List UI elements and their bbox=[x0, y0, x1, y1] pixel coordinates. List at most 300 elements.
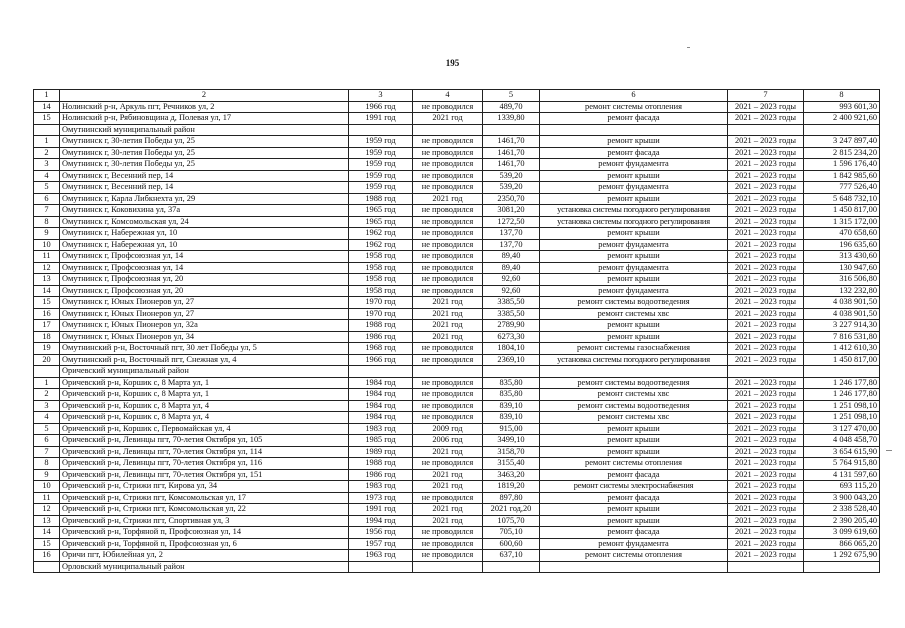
area-cell: 137,70 bbox=[483, 228, 540, 240]
period-cell: 2021 – 2023 годы bbox=[728, 504, 804, 516]
build-year-cell: 1965 год bbox=[349, 205, 413, 217]
build-year-cell: 1994 год bbox=[349, 515, 413, 527]
address-cell: Нолинский р-н, Рябиновщина д, Полевая ул, 17 bbox=[60, 113, 349, 125]
cost-cell: 4 038 901,50 bbox=[804, 297, 880, 309]
address-cell: Оричевский р-н, Левинцы пгт, 70-летия Октября ул, 116 bbox=[60, 458, 349, 470]
work-type-cell: установка системы погодного регулирования bbox=[540, 205, 728, 217]
period-cell: 2021 – 2023 годы bbox=[728, 216, 804, 228]
period-cell: 2021 – 2023 годы bbox=[728, 113, 804, 125]
empty-cell bbox=[413, 561, 483, 573]
address-cell: Оричевский р-н, Коршик с, 8 Марта ул, 4 bbox=[60, 400, 349, 412]
cost-cell: 4 048 458,70 bbox=[804, 435, 880, 447]
work-type-cell: установка системы погодного регулирования bbox=[540, 216, 728, 228]
empty-cell bbox=[540, 124, 728, 136]
build-year-cell: 1966 год bbox=[349, 354, 413, 366]
last-repair-cell: не проводился bbox=[413, 527, 483, 539]
row-number-cell: 20 bbox=[34, 354, 60, 366]
page-number: 195 bbox=[445, 58, 460, 68]
area-cell: 92,60 bbox=[483, 274, 540, 286]
row-number-cell: 18 bbox=[34, 331, 60, 343]
period-cell: 2021 – 2023 годы bbox=[728, 538, 804, 550]
last-repair-cell: не проводился bbox=[413, 458, 483, 470]
last-repair-cell: 2021 год bbox=[413, 504, 483, 516]
address-cell: Оричевский р-н, Коршик с, 8 Марта ул, 1 bbox=[60, 377, 349, 389]
work-type-cell: ремонт фундамента bbox=[540, 182, 728, 194]
address-cell: Омутнинск г, 30-летия Победы ул, 25 bbox=[60, 136, 349, 148]
period-cell: 2021 – 2023 годы bbox=[728, 308, 804, 320]
row-number-cell: 5 bbox=[34, 182, 60, 194]
last-repair-cell: 2021 год bbox=[413, 320, 483, 332]
work-type-cell: ремонт системы отопления bbox=[540, 458, 728, 470]
row-number-cell: 3 bbox=[34, 159, 60, 171]
work-type-cell: ремонт системы хвс bbox=[540, 389, 728, 401]
cost-cell: 5 764 915,80 bbox=[804, 458, 880, 470]
area-cell: 1461,70 bbox=[483, 159, 540, 171]
column-header: 4 bbox=[413, 90, 483, 102]
scan-mark bbox=[886, 450, 892, 451]
address-cell: Оричевский р-н, Торфяной п, Профсоюзная ул, 6 bbox=[60, 538, 349, 550]
table-row bbox=[34, 239, 880, 251]
table-row bbox=[34, 147, 880, 159]
cost-cell: 3 099 619,60 bbox=[804, 527, 880, 539]
build-year-cell: 1970 год bbox=[349, 297, 413, 309]
table-row bbox=[34, 308, 880, 320]
period-cell: 2021 – 2023 годы bbox=[728, 170, 804, 182]
row-number-cell: 17 bbox=[34, 320, 60, 332]
address-cell: Оричевский р-н, Левинцы пгт, 70-летия Октября ул, 151 bbox=[60, 469, 349, 481]
work-type-cell: ремонт крыши bbox=[540, 515, 728, 527]
area-cell: 539,20 bbox=[483, 182, 540, 194]
work-type-cell: ремонт фасада bbox=[540, 147, 728, 159]
area-cell: 3463,20 bbox=[483, 469, 540, 481]
last-repair-cell: не проводился bbox=[413, 228, 483, 240]
area-cell: 1461,70 bbox=[483, 147, 540, 159]
last-repair-cell: не проводился bbox=[413, 262, 483, 274]
area-cell: 2021 год,20 bbox=[483, 504, 540, 516]
last-repair-cell: 2009 год bbox=[413, 423, 483, 435]
cost-cell: 313 430,60 bbox=[804, 251, 880, 263]
empty-cell bbox=[540, 561, 728, 573]
address-cell: Омутнинск г, 30-летия Победы ул, 25 bbox=[60, 159, 349, 171]
row-number-cell: 2 bbox=[34, 389, 60, 401]
address-cell: Оричевский р-н, Коршик с, 8 Марта ул, 4 bbox=[60, 412, 349, 424]
area-cell: 600,60 bbox=[483, 538, 540, 550]
table-row bbox=[34, 331, 880, 343]
cost-cell: 4 038 901,50 bbox=[804, 308, 880, 320]
area-cell: 3385,50 bbox=[483, 297, 540, 309]
row-number-cell: 14 bbox=[34, 285, 60, 297]
last-repair-cell: не проводился bbox=[413, 251, 483, 263]
address-cell: Омутнинск г, Профсоюзная ул, 14 bbox=[60, 251, 349, 263]
build-year-cell: 1966 год bbox=[349, 101, 413, 113]
empty-cell bbox=[34, 366, 60, 378]
last-repair-cell: не проводился bbox=[413, 354, 483, 366]
work-type-cell: ремонт системы водоотведения bbox=[540, 297, 728, 309]
cost-cell: 1 412 610,30 bbox=[804, 343, 880, 355]
last-repair-cell: не проводился bbox=[413, 182, 483, 194]
period-cell: 2021 – 2023 годы bbox=[728, 458, 804, 470]
area-cell: 1804,10 bbox=[483, 343, 540, 355]
address-cell: Омутнинский р-н, Восточный пгт, Снежная ул, 4 bbox=[60, 354, 349, 366]
address-cell: Оричи пгт, Юбилейная ул, 2 bbox=[60, 550, 349, 562]
period-cell: 2021 – 2023 годы bbox=[728, 205, 804, 217]
cost-cell: 1 315 172,00 bbox=[804, 216, 880, 228]
address-cell: Омутнинск г, Коковихина ул, 37а bbox=[60, 205, 349, 217]
address-cell: Омутнинск г, Профсоюзная ул, 20 bbox=[60, 285, 349, 297]
area-cell: 839,10 bbox=[483, 412, 540, 424]
area-cell: 835,80 bbox=[483, 389, 540, 401]
area-cell: 539,20 bbox=[483, 170, 540, 182]
work-type-cell: ремонт крыши bbox=[540, 423, 728, 435]
period-cell: 2021 – 2023 годы bbox=[728, 550, 804, 562]
table-row bbox=[34, 262, 880, 274]
address-cell: Омутнинск г, Набережная ул, 10 bbox=[60, 228, 349, 240]
table-row bbox=[34, 481, 880, 493]
build-year-cell: 1991 год bbox=[349, 504, 413, 516]
empty-cell bbox=[804, 366, 880, 378]
section-row bbox=[34, 366, 880, 378]
cost-cell: 866 065,20 bbox=[804, 538, 880, 550]
period-cell: 2021 – 2023 годы bbox=[728, 343, 804, 355]
row-number-cell: 1 bbox=[34, 377, 60, 389]
work-type-cell: ремонт фасада bbox=[540, 469, 728, 481]
build-year-cell: 1958 год bbox=[349, 285, 413, 297]
build-year-cell: 1988 год bbox=[349, 193, 413, 205]
row-number-cell: 1 bbox=[34, 136, 60, 148]
cost-cell: 1 251 098,10 bbox=[804, 400, 880, 412]
work-type-cell: ремонт крыши bbox=[540, 136, 728, 148]
address-cell: Оричевский р-н, Торфяной п, Профсоюзная ул, 14 bbox=[60, 527, 349, 539]
build-year-cell: 1965 год bbox=[349, 216, 413, 228]
cost-cell: 3 654 615,90 bbox=[804, 446, 880, 458]
table-row bbox=[34, 435, 880, 447]
area-cell: 89,40 bbox=[483, 262, 540, 274]
column-header: 2 bbox=[60, 90, 349, 102]
period-cell: 2021 – 2023 годы bbox=[728, 228, 804, 240]
work-type-cell: ремонт фундамента bbox=[540, 285, 728, 297]
cost-cell: 1 251 098,10 bbox=[804, 412, 880, 424]
work-type-cell: ремонт крыши bbox=[540, 170, 728, 182]
last-repair-cell: 2021 год bbox=[413, 481, 483, 493]
address-cell: Оричевский р-н, Стрижи пгт, Комсомольская ул, 22 bbox=[60, 504, 349, 516]
last-repair-cell: 2021 год bbox=[413, 469, 483, 481]
table-row bbox=[34, 492, 880, 504]
row-number-cell: 11 bbox=[34, 251, 60, 263]
cost-cell: 1 292 675,90 bbox=[804, 550, 880, 562]
column-header: 3 bbox=[349, 90, 413, 102]
row-number-cell: 6 bbox=[34, 435, 60, 447]
build-year-cell: 1958 год bbox=[349, 274, 413, 286]
area-cell: 2789,90 bbox=[483, 320, 540, 332]
table-row bbox=[34, 550, 880, 562]
empty-cell bbox=[483, 366, 540, 378]
cost-cell: 3 247 897,40 bbox=[804, 136, 880, 148]
table-row bbox=[34, 343, 880, 355]
build-year-cell: 1984 год bbox=[349, 389, 413, 401]
work-type-cell: ремонт крыши bbox=[540, 251, 728, 263]
work-type-cell: ремонт фундамента bbox=[540, 239, 728, 251]
cost-cell: 3 900 043,20 bbox=[804, 492, 880, 504]
column-header: 6 bbox=[540, 90, 728, 102]
area-cell: 915,00 bbox=[483, 423, 540, 435]
section-title: Омутнинский муниципальный район bbox=[60, 124, 349, 136]
address-cell: Омутнинск г, Весенний пер, 14 bbox=[60, 170, 349, 182]
last-repair-cell: не проводился bbox=[413, 285, 483, 297]
cost-cell: 1 596 176,40 bbox=[804, 159, 880, 171]
build-year-cell: 1988 год bbox=[349, 458, 413, 470]
area-cell: 839,10 bbox=[483, 400, 540, 412]
row-number-cell: 5 bbox=[34, 423, 60, 435]
last-repair-cell: 2006 год bbox=[413, 435, 483, 447]
cost-cell: 3 127 470,00 bbox=[804, 423, 880, 435]
area-cell: 6273,30 bbox=[483, 331, 540, 343]
row-number-cell: 9 bbox=[34, 469, 60, 481]
empty-cell bbox=[540, 366, 728, 378]
area-cell: 897,80 bbox=[483, 492, 540, 504]
address-cell: Нолинский р-н, Аркуль пгт, Речников ул, 2 bbox=[60, 101, 349, 113]
scan-mark bbox=[687, 47, 690, 48]
work-type-cell: ремонт фасада bbox=[540, 527, 728, 539]
cost-cell: 2 815 234,20 bbox=[804, 147, 880, 159]
period-cell: 2021 – 2023 годы bbox=[728, 400, 804, 412]
period-cell: 2021 – 2023 годы bbox=[728, 262, 804, 274]
period-cell: 2021 – 2023 годы bbox=[728, 182, 804, 194]
cost-cell: 3 227 914,30 bbox=[804, 320, 880, 332]
empty-cell bbox=[349, 124, 413, 136]
period-cell: 2021 – 2023 годы bbox=[728, 354, 804, 366]
work-type-cell: ремонт системы хвс bbox=[540, 308, 728, 320]
area-cell: 137,70 bbox=[483, 239, 540, 251]
period-cell: 2021 – 2023 годы bbox=[728, 481, 804, 493]
work-type-cell: ремонт крыши bbox=[540, 320, 728, 332]
period-cell: 2021 – 2023 годы bbox=[728, 389, 804, 401]
cost-cell: 777 526,40 bbox=[804, 182, 880, 194]
empty-cell bbox=[413, 366, 483, 378]
cost-cell: 1 246 177,80 bbox=[804, 389, 880, 401]
empty-cell bbox=[413, 124, 483, 136]
area-cell: 1272,50 bbox=[483, 216, 540, 228]
work-type-cell: ремонт системы хвс bbox=[540, 412, 728, 424]
row-number-cell: 16 bbox=[34, 308, 60, 320]
cost-cell: 1 246 177,80 bbox=[804, 377, 880, 389]
empty-cell bbox=[483, 124, 540, 136]
work-type-cell: ремонт крыши bbox=[540, 193, 728, 205]
build-year-cell: 1984 год bbox=[349, 412, 413, 424]
last-repair-cell: не проводился bbox=[413, 377, 483, 389]
build-year-cell: 1986 год bbox=[349, 469, 413, 481]
last-repair-cell: не проводился bbox=[413, 400, 483, 412]
last-repair-cell: 2021 год bbox=[413, 113, 483, 125]
row-number-cell: 10 bbox=[34, 481, 60, 493]
address-cell: Омутнинск г, 30-летия Победы ул, 25 bbox=[60, 147, 349, 159]
section-row bbox=[34, 561, 880, 573]
last-repair-cell: 2021 год bbox=[413, 297, 483, 309]
address-cell: Оричевский р-н, Левинцы пгт, 70-летия Октября ул, 105 bbox=[60, 435, 349, 447]
work-type-cell: ремонт крыши bbox=[540, 504, 728, 516]
table-row bbox=[34, 446, 880, 458]
period-cell: 2021 – 2023 годы bbox=[728, 377, 804, 389]
build-year-cell: 1963 год bbox=[349, 550, 413, 562]
work-type-cell: ремонт крыши bbox=[540, 435, 728, 447]
table-row bbox=[34, 504, 880, 516]
last-repair-cell: не проводился bbox=[413, 550, 483, 562]
empty-cell bbox=[804, 124, 880, 136]
build-year-cell: 1958 год bbox=[349, 251, 413, 263]
cost-cell: 4 131 597,60 bbox=[804, 469, 880, 481]
row-number-cell: 12 bbox=[34, 504, 60, 516]
column-header: 1 bbox=[34, 90, 60, 102]
address-cell: Омутнинск г, Комсомольская ул, 24 bbox=[60, 216, 349, 228]
last-repair-cell: 2021 год bbox=[413, 331, 483, 343]
address-cell: Омутнинск г, Юных Пионеров ул, 27 bbox=[60, 297, 349, 309]
address-cell: Омутнинск г, Юных Пионеров ул, 34 bbox=[60, 331, 349, 343]
table-row bbox=[34, 400, 880, 412]
area-cell: 2369,10 bbox=[483, 354, 540, 366]
work-type-cell: ремонт фундамента bbox=[540, 538, 728, 550]
last-repair-cell: не проводился bbox=[413, 170, 483, 182]
table-row bbox=[34, 538, 880, 550]
table-row bbox=[34, 216, 880, 228]
empty-cell bbox=[483, 561, 540, 573]
table-row bbox=[34, 377, 880, 389]
address-cell: Омутнинск г, Профсоюзная ул, 14 bbox=[60, 262, 349, 274]
area-cell: 1339,80 bbox=[483, 113, 540, 125]
work-type-cell: ремонт фундамента bbox=[540, 159, 728, 171]
cost-cell: 316 506,80 bbox=[804, 274, 880, 286]
period-cell: 2021 – 2023 годы bbox=[728, 297, 804, 309]
build-year-cell: 1988 год bbox=[349, 320, 413, 332]
build-year-cell: 1986 год bbox=[349, 331, 413, 343]
cost-cell: 5 648 732,10 bbox=[804, 193, 880, 205]
period-cell: 2021 – 2023 годы bbox=[728, 435, 804, 447]
cost-cell: 1 450 817,00 bbox=[804, 354, 880, 366]
cost-cell: 2 390 205,40 bbox=[804, 515, 880, 527]
address-cell: Омутнинск г, Карла Либкнехта ул, 29 bbox=[60, 193, 349, 205]
table-row bbox=[34, 136, 880, 148]
row-number-cell: 10 bbox=[34, 239, 60, 251]
address-cell: Омутнинск г, Юных Пионеров ул, 32а bbox=[60, 320, 349, 332]
last-repair-cell: не проводился bbox=[413, 101, 483, 113]
build-year-cell: 1983 год bbox=[349, 481, 413, 493]
last-repair-cell: 2021 год bbox=[413, 308, 483, 320]
period-cell: 2021 – 2023 годы bbox=[728, 274, 804, 286]
row-number-cell: 13 bbox=[34, 274, 60, 286]
work-type-cell: ремонт системы водоотведения bbox=[540, 377, 728, 389]
cost-cell: 2 400 921,60 bbox=[804, 113, 880, 125]
row-number-cell: 15 bbox=[34, 297, 60, 309]
build-year-cell: 1959 год bbox=[349, 170, 413, 182]
area-cell: 2350,70 bbox=[483, 193, 540, 205]
build-year-cell: 1959 год bbox=[349, 159, 413, 171]
address-cell: Омутнинск г, Профсоюзная ул, 20 bbox=[60, 274, 349, 286]
build-year-cell: 1985 год bbox=[349, 435, 413, 447]
period-cell: 2021 – 2023 годы bbox=[728, 492, 804, 504]
work-type-cell: ремонт крыши bbox=[540, 274, 728, 286]
period-cell: 2021 – 2023 годы bbox=[728, 159, 804, 171]
row-number-cell: 12 bbox=[34, 262, 60, 274]
area-cell: 3081,20 bbox=[483, 205, 540, 217]
period-cell: 2021 – 2023 годы bbox=[728, 331, 804, 343]
row-number-cell: 3 bbox=[34, 400, 60, 412]
last-repair-cell: не проводился bbox=[413, 147, 483, 159]
build-year-cell: 1973 год bbox=[349, 492, 413, 504]
period-cell: 2021 – 2023 годы bbox=[728, 136, 804, 148]
build-year-cell: 1962 год bbox=[349, 239, 413, 251]
last-repair-cell: не проводился bbox=[413, 136, 483, 148]
work-type-cell: ремонт системы отопления bbox=[540, 550, 728, 562]
work-type-cell: ремонт крыши bbox=[540, 228, 728, 240]
last-repair-cell: не проводился bbox=[413, 492, 483, 504]
empty-cell bbox=[728, 124, 804, 136]
build-year-cell: 1957 год bbox=[349, 538, 413, 550]
last-repair-cell: не проводился bbox=[413, 216, 483, 228]
row-number-cell: 11 bbox=[34, 492, 60, 504]
row-number-cell: 8 bbox=[34, 216, 60, 228]
last-repair-cell: 2021 год bbox=[413, 193, 483, 205]
table-row bbox=[34, 101, 880, 113]
table-row bbox=[34, 274, 880, 286]
cost-cell: 196 635,60 bbox=[804, 239, 880, 251]
table-row bbox=[34, 320, 880, 332]
row-number-cell: 15 bbox=[34, 113, 60, 125]
empty-cell bbox=[34, 561, 60, 573]
empty-cell bbox=[728, 561, 804, 573]
column-header: 5 bbox=[483, 90, 540, 102]
row-number-cell: 7 bbox=[34, 205, 60, 217]
table-row bbox=[34, 297, 880, 309]
table-row bbox=[34, 285, 880, 297]
area-cell: 489,70 bbox=[483, 101, 540, 113]
period-cell: 2021 – 2023 годы bbox=[728, 193, 804, 205]
area-cell: 3385,50 bbox=[483, 308, 540, 320]
build-year-cell: 1970 год bbox=[349, 308, 413, 320]
area-cell: 3158,70 bbox=[483, 446, 540, 458]
row-number-cell: 4 bbox=[34, 412, 60, 424]
build-year-cell: 1956 год bbox=[349, 527, 413, 539]
last-repair-cell: 2021 год bbox=[413, 446, 483, 458]
row-number-cell: 7 bbox=[34, 446, 60, 458]
last-repair-cell: не проводился bbox=[413, 205, 483, 217]
last-repair-cell: не проводился bbox=[413, 159, 483, 171]
cost-cell: 130 947,60 bbox=[804, 262, 880, 274]
row-number-cell: 15 bbox=[34, 538, 60, 550]
period-cell: 2021 – 2023 годы bbox=[728, 320, 804, 332]
period-cell: 2021 – 2023 годы bbox=[728, 527, 804, 539]
table-row bbox=[34, 182, 880, 194]
build-year-cell: 1959 год bbox=[349, 136, 413, 148]
work-type-cell: установка системы погодного регулирования bbox=[540, 354, 728, 366]
table-row bbox=[34, 251, 880, 263]
address-cell: Оричевский р-н, Стрижи пгт, Комсомольская ул, 17 bbox=[60, 492, 349, 504]
build-year-cell: 1984 год bbox=[349, 400, 413, 412]
table-row bbox=[34, 412, 880, 424]
area-cell: 1819,20 bbox=[483, 481, 540, 493]
last-repair-cell: не проводился bbox=[413, 239, 483, 251]
empty-cell bbox=[349, 366, 413, 378]
address-cell: Оричевский р-н, Левинцы пгт, 70-летия Октября ул, 114 bbox=[60, 446, 349, 458]
cost-cell: 2 338 528,40 bbox=[804, 504, 880, 516]
build-year-cell: 1959 год bbox=[349, 182, 413, 194]
address-cell: Оричевский р-н, Стрижи пгт, Кирова ул, 34 bbox=[60, 481, 349, 493]
period-cell: 2021 – 2023 годы bbox=[728, 412, 804, 424]
build-year-cell: 1984 год bbox=[349, 377, 413, 389]
area-cell: 637,10 bbox=[483, 550, 540, 562]
address-cell: Омутнинский р-н, Восточный пгт, 30 лет Победы ул, 5 bbox=[60, 343, 349, 355]
work-type-cell: ремонт фундамента bbox=[540, 262, 728, 274]
build-year-cell: 1959 год bbox=[349, 147, 413, 159]
last-repair-cell: не проводился bbox=[413, 274, 483, 286]
work-type-cell: ремонт крыши bbox=[540, 331, 728, 343]
